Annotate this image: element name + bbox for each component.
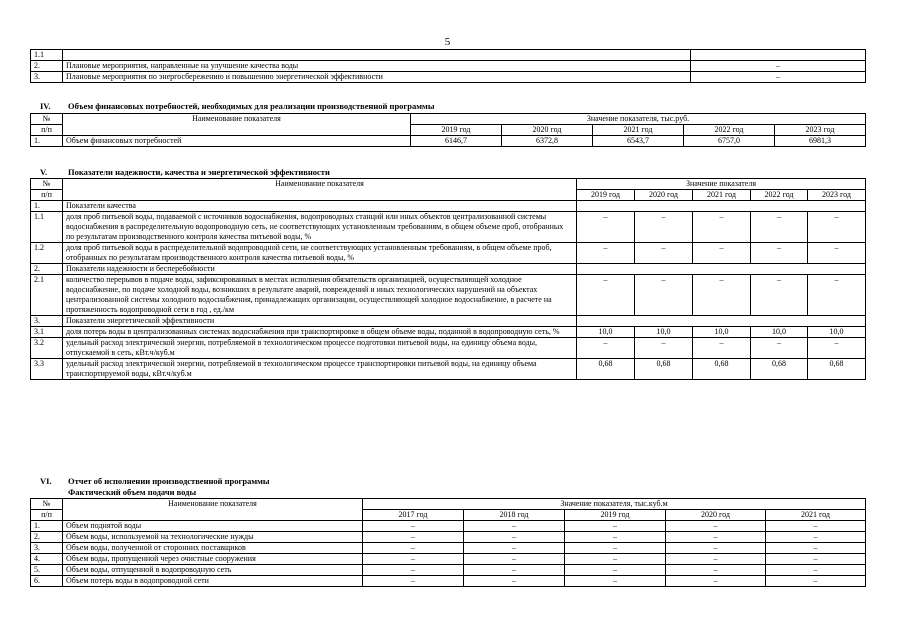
row-name: доля потерь воды в централизованных системах водоснабжения при транспортировке в общем объеме воды, поданной в водопроводную сеть, % <box>63 327 577 338</box>
header-num-pp: п/п <box>31 125 63 136</box>
row-value: – <box>808 275 866 316</box>
row-value: – <box>751 243 808 264</box>
row-value: 6981,3 <box>775 136 866 147</box>
row-value: – <box>635 212 693 243</box>
row-value: – <box>766 565 866 576</box>
row-number: 2. <box>31 61 63 72</box>
row-value: 0,68 <box>635 359 693 380</box>
row-value: – <box>751 212 808 243</box>
row-number: 6. <box>31 576 63 587</box>
row-value: – <box>577 243 635 264</box>
row-value: – <box>464 521 565 532</box>
table-row <box>31 338 866 359</box>
row-value: – <box>565 543 666 554</box>
row-number: 4. <box>31 554 63 565</box>
section-5-heading: Показатели надежности, качества и энергетической эффективности <box>68 167 330 177</box>
row-value: – <box>363 565 464 576</box>
row-number: 1. <box>31 136 63 147</box>
row-value: – <box>565 554 666 565</box>
row-name: Объем поднятой воды <box>63 521 363 532</box>
header-year: 2023 год <box>775 125 866 136</box>
group-row <box>31 201 866 212</box>
row-value: – <box>691 61 866 72</box>
row-value: – <box>766 554 866 565</box>
row-name: Объем воды, отпущенной в водопроводную сеть <box>63 565 363 576</box>
row-value: 0,68 <box>751 359 808 380</box>
row-group-name: Показатели качества <box>63 201 577 212</box>
header-num-pp: п/п <box>31 190 63 201</box>
header-num-pp: п/п <box>31 510 63 521</box>
row-value: 10,0 <box>808 327 866 338</box>
row-value: – <box>565 576 666 587</box>
water-supply-volume-table <box>30 498 866 587</box>
planned-measures-table <box>30 49 866 83</box>
row-name: Объем воды, используемой на технологические нужды <box>63 532 363 543</box>
row-value: 10,0 <box>693 327 751 338</box>
row-value: – <box>565 565 666 576</box>
header-year: 2023 год <box>808 190 866 201</box>
table-row <box>31 50 866 61</box>
row-name: Плановые мероприятия по энергосбережению и повышению энергетической эффективности <box>63 72 691 83</box>
header-year: 2019 год <box>565 510 666 521</box>
row-name: доля проб питьевой воды в распределительной водопроводной сети, не соответствующих установленным требованиям, в общем объеме проб, отобранных по результатам производственного контроля качества питьевой воды, % <box>63 243 577 264</box>
section-6-title <box>40 476 270 486</box>
row-value: 0,68 <box>693 359 751 380</box>
header-year: 2018 год <box>464 510 565 521</box>
header-indicator-name: Наименование показателя <box>63 179 577 201</box>
row-value: – <box>751 338 808 359</box>
row-value: 10,0 <box>751 327 808 338</box>
header-year: 2021 год <box>593 125 684 136</box>
financial-needs-table <box>30 113 866 147</box>
table-row <box>31 521 866 532</box>
header-value: Значение показателя <box>577 179 866 190</box>
header-year: 2022 год <box>751 190 808 201</box>
table-row <box>31 243 866 264</box>
header-num: № <box>31 499 63 510</box>
row-name: удельный расход электрической энергии, потребляемой в технологическом процессе транспортировки питьевой воды, на единицу объема транспортируемой воды, кВт.ч/куб.м <box>63 359 577 380</box>
row-value: – <box>635 338 693 359</box>
row-number: 2. <box>31 264 63 275</box>
table-row <box>31 554 866 565</box>
row-value: – <box>808 243 866 264</box>
table-row <box>31 212 866 243</box>
row-name: Объем финансовых потребностей <box>63 136 411 147</box>
row-value: – <box>691 72 866 83</box>
row-value: – <box>766 543 866 554</box>
row-number: 1.1 <box>31 50 63 61</box>
row-empty <box>577 201 866 212</box>
row-group-name: Показатели энергетической эффективности <box>63 316 577 327</box>
row-value: 0,68 <box>808 359 866 380</box>
header-indicator-name: Наименование показателя <box>63 114 411 136</box>
row-value: – <box>766 576 866 587</box>
row-value: – <box>666 543 766 554</box>
header-year: 2022 год <box>684 125 775 136</box>
table-row <box>31 136 866 147</box>
row-value: 6757,0 <box>684 136 775 147</box>
row-number: 3. <box>31 316 63 327</box>
header-value: Значение показателя, тыс.руб. <box>411 114 866 125</box>
section-4-heading: Объем финансовых потребностей, необходимых для реализации производственной программы <box>68 101 435 111</box>
row-value: – <box>766 532 866 543</box>
row-value: – <box>565 532 666 543</box>
page-number: 5 <box>444 36 451 48</box>
row-name: Объем воды, пропущенной через очистные сооружения <box>63 554 363 565</box>
row-value: – <box>666 565 766 576</box>
row-value: – <box>363 543 464 554</box>
header-value: Значение показателя, тыс.куб.м <box>363 499 866 510</box>
section-4-title <box>40 101 434 111</box>
row-value: – <box>808 338 866 359</box>
row-value: – <box>577 338 635 359</box>
row-value: – <box>666 532 766 543</box>
table-row <box>31 275 866 316</box>
header-year: 2019 год <box>577 190 635 201</box>
table-row <box>31 61 866 72</box>
row-value: – <box>666 521 766 532</box>
table-row <box>31 543 866 554</box>
row-value: – <box>635 243 693 264</box>
row-value: – <box>577 212 635 243</box>
header-year: 2019 год <box>411 125 502 136</box>
row-number: 1. <box>31 521 63 532</box>
table-row <box>31 532 866 543</box>
row-number: 3. <box>31 72 63 83</box>
row-value: – <box>464 554 565 565</box>
row-value: – <box>808 212 866 243</box>
row-name: удельный расход электрической энергии, потребляемой в технологическом процессе подготовки питьевой воды, на единицу объема воды, отпускаемой в сеть, кВт.ч/куб.м <box>63 338 577 359</box>
section-6-heading: Отчет об исполнении производственной программы <box>68 476 270 486</box>
row-value: – <box>693 275 751 316</box>
row-value: – <box>363 521 464 532</box>
row-group-name: Показатели надежности и бесперебойности <box>63 264 577 275</box>
row-value: – <box>666 576 766 587</box>
row-value: 6372,8 <box>502 136 593 147</box>
row-value: – <box>666 554 766 565</box>
row-value: – <box>464 543 565 554</box>
row-name: доля проб питьевой воды, подаваемой с источников водоснабжения, водопроводных станций или иных объектов централизованной системы водоснабжения в распределительную водопроводную сеть, не соответствующих установленным требованиям, в общем объеме проб, отобранных по результатам производственного контроля качества питьевой воды, % <box>63 212 577 243</box>
row-name: количество перерывов в подаче воды, зафиксированных в местах исполнения обязательств организацией, осуществляющей холодное водоснабжение, по подаче холодной воды, возникших в результате аварий, повреждений и иных технологических нарушений на объектах централизованной системы холодного водоснабжения, принадлежащих организации, осуществляющей холодное водоснабжение, в расчете на протяженность водопроводной сети в год , ед./км <box>63 275 577 316</box>
row-value: – <box>577 275 635 316</box>
row-value: 6543,7 <box>593 136 684 147</box>
header-year: 2021 год <box>766 510 866 521</box>
row-number: 5. <box>31 565 63 576</box>
row-value: – <box>693 338 751 359</box>
table-row <box>31 576 866 587</box>
section-5-title <box>40 167 330 177</box>
header-year: 2021 год <box>693 190 751 201</box>
row-number: 3. <box>31 543 63 554</box>
row-value: 10,0 <box>577 327 635 338</box>
section-4-number: IV. <box>40 101 51 111</box>
section-6-number: VI. <box>40 476 52 486</box>
row-name: Объем воды, полученной от сторонних поставщиков <box>63 543 363 554</box>
table-row <box>31 327 866 338</box>
header-num: № <box>31 179 63 190</box>
table-row <box>31 359 866 380</box>
table-row <box>31 72 866 83</box>
row-empty <box>577 316 866 327</box>
row-value: – <box>464 576 565 587</box>
header-year: 2017 год <box>363 510 464 521</box>
row-value: – <box>363 532 464 543</box>
row-value: – <box>693 212 751 243</box>
row-number: 3.1 <box>31 327 63 338</box>
row-name <box>63 50 691 61</box>
row-value: 10,0 <box>635 327 693 338</box>
row-value: 6146,7 <box>411 136 502 147</box>
group-row <box>31 316 866 327</box>
row-value: – <box>766 521 866 532</box>
row-number: 2. <box>31 532 63 543</box>
row-number: 1.1 <box>31 212 63 243</box>
section-6-subtitle: Фактический объем подачи воды <box>68 487 197 497</box>
row-number: 1.2 <box>31 243 63 264</box>
row-value: – <box>693 243 751 264</box>
row-value: – <box>751 275 808 316</box>
header-indicator-name: Наименование показателя <box>63 499 363 521</box>
row-value: 0,68 <box>577 359 635 380</box>
header-year: 2020 год <box>666 510 766 521</box>
reliability-quality-table <box>30 178 866 380</box>
row-value: – <box>635 275 693 316</box>
row-value: – <box>565 521 666 532</box>
header-year: 2020 год <box>635 190 693 201</box>
section-5-number: V. <box>40 167 48 177</box>
row-value: – <box>464 565 565 576</box>
row-number: 3.3 <box>31 359 63 380</box>
group-row <box>31 264 866 275</box>
row-value: – <box>363 554 464 565</box>
header-num: № <box>31 114 63 125</box>
header-year: 2020 год <box>502 125 593 136</box>
row-value: – <box>464 532 565 543</box>
row-value: – <box>363 576 464 587</box>
row-value <box>691 50 866 61</box>
row-number: 3.2 <box>31 338 63 359</box>
row-name: Плановые мероприятия, направленные на улучшение качества воды <box>63 61 691 72</box>
row-number: 1. <box>31 201 63 212</box>
row-name: Объем потерь воды в водопроводной сети <box>63 576 363 587</box>
row-number: 2.1 <box>31 275 63 316</box>
table-row <box>31 565 866 576</box>
row-empty <box>577 264 866 275</box>
